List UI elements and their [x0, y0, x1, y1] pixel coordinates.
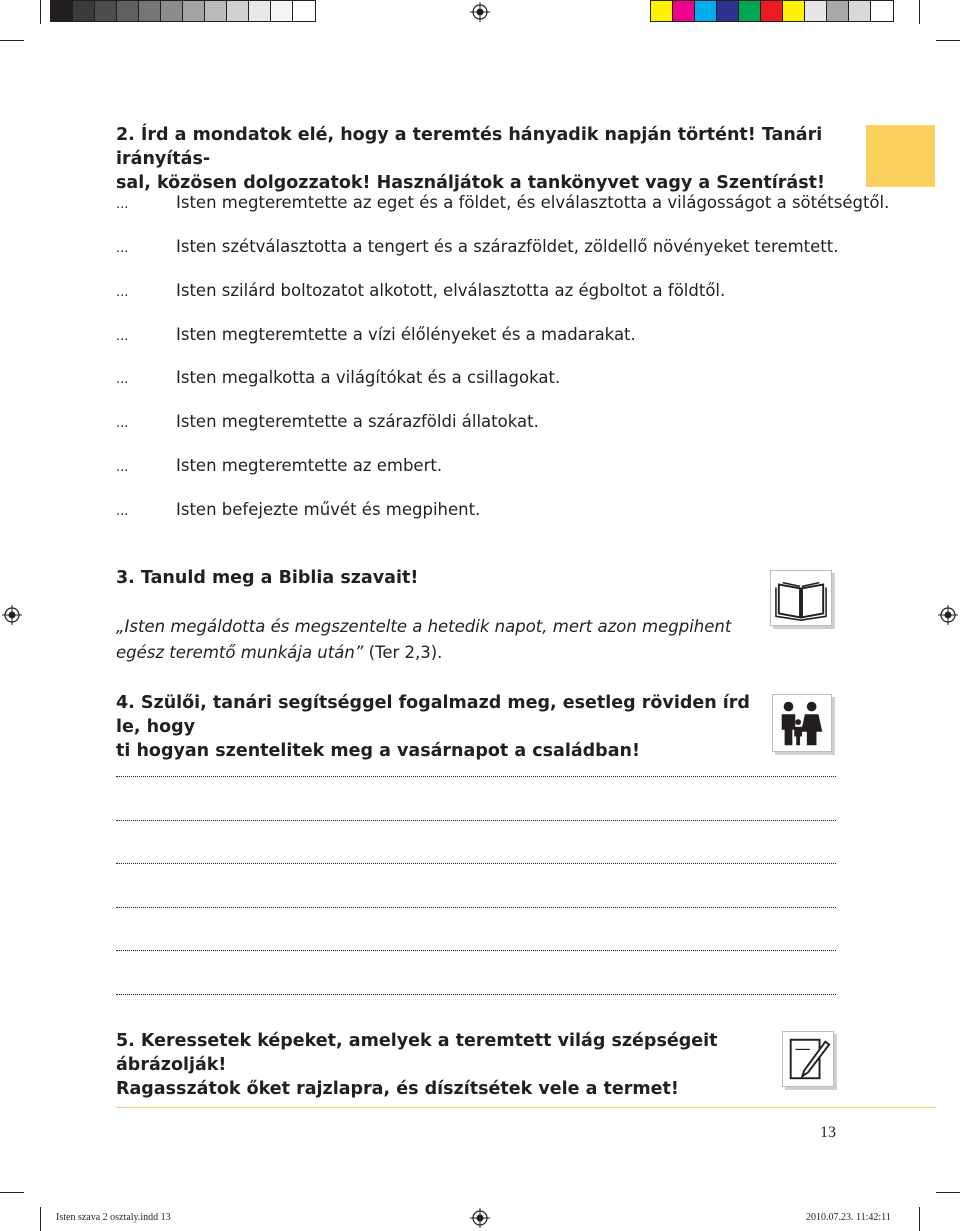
footer-divider [116, 1107, 936, 1108]
task5-heading [116, 1029, 776, 1101]
answer-blank[interactable]: ... [116, 285, 129, 300]
calibration-swatch [739, 1, 761, 21]
task5-heading-line1: 5. Keressetek képeket, amelyek a teremtett világ szépségeit ábrázolják! [116, 1031, 718, 1075]
calibration-swatch [695, 1, 717, 21]
calibration-swatch [117, 1, 139, 21]
task2-item-text: Isten megteremtette az embert. [176, 456, 443, 475]
task2-item [116, 281, 725, 303]
calibration-swatch [95, 1, 117, 21]
task2-item [116, 456, 442, 478]
registration-mark-bottom-icon [470, 1208, 490, 1228]
task4-heading-line2: ti hogyan szentelitek meg a vasárnapot a családban! [116, 741, 640, 761]
crop-mark [919, 1207, 920, 1231]
calibration-swatch [761, 1, 783, 21]
registration-mark-left-icon [2, 605, 22, 625]
task4-heading-line1: 4. Szülői, tanári segítséggel fogalmazd meg, esetleg röviden írd le, hogy [116, 693, 750, 737]
calibration-swatch [783, 1, 805, 21]
calibration-swatch [205, 1, 227, 21]
task2-item [116, 368, 560, 390]
task2-heading [116, 123, 856, 195]
family-icon [772, 694, 832, 752]
calibration-swatch [827, 1, 849, 21]
answer-blank[interactable]: ... [116, 241, 129, 256]
task4-heading [116, 691, 776, 763]
footer-timestamp: 2010.07.23. 11:42:11 [806, 1212, 891, 1223]
answer-line[interactable] [116, 863, 836, 864]
registration-mark-right-icon [938, 605, 958, 625]
crop-mark [0, 1192, 24, 1193]
answer-blank[interactable]: ... [116, 197, 129, 212]
calibration-swatch [717, 1, 739, 21]
calibration-swatch [183, 1, 205, 21]
page-number: 13 [820, 1124, 836, 1141]
calibration-swatch [651, 1, 673, 21]
bible-quote-text: „Isten megáldotta és megszentelte a hetedik napot, mert azon megpihent egész teremtő munkája után” [116, 617, 732, 662]
task2-item-text: Isten befejezte művét és megpihent. [176, 500, 481, 519]
calibration-swatch [805, 1, 827, 21]
calibration-swatch [161, 1, 183, 21]
task2-item-text: Isten megteremtette az eget és a földet, és elválasztotta a világosságot a sötétségtől. [176, 193, 890, 212]
answer-line[interactable] [116, 994, 836, 995]
task2-item [116, 193, 889, 215]
answer-line[interactable] [116, 776, 836, 777]
task5-heading-line2: Ragasszátok őket rajzlapra, és díszítsétek vele a termet! [116, 1079, 679, 1099]
crop-mark [919, 0, 920, 24]
crop-mark [40, 1207, 41, 1231]
calibration-swatch [849, 1, 871, 21]
task2-item-text: Isten megteremtette a vízi élőlényeket és a madarakat. [176, 325, 636, 344]
bible-quote [116, 614, 766, 666]
accent-block [866, 125, 935, 187]
crop-mark [936, 40, 960, 41]
calibration-swatch [673, 1, 695, 21]
calibration-swatch [139, 1, 161, 21]
crop-mark [0, 40, 24, 41]
calibration-swatch [73, 1, 95, 21]
answer-blank[interactable]: ... [116, 504, 129, 519]
task3-heading: 3. Tanuld meg a Biblia szavait! [116, 568, 419, 588]
crop-mark [936, 1192, 960, 1193]
task2-item-text: Isten szilárd boltozatot alkotott, elválasztotta az égboltot a földtől. [176, 281, 726, 300]
calibration-swatch [249, 1, 271, 21]
calibration-swatch [293, 1, 315, 21]
answer-line[interactable] [116, 907, 836, 908]
calibration-swatch [271, 1, 293, 21]
open-book-icon [770, 570, 832, 626]
grayscale-calibration-bar [50, 0, 316, 22]
calibration-swatch [51, 1, 73, 21]
answer-blank[interactable]: ... [116, 329, 129, 344]
task2-heading-line1: 2. Írd a mondatok elé, hogy a teremtés hányadik napján történt! Tanári irányítás- [116, 125, 823, 169]
answer-line[interactable] [116, 820, 836, 821]
task2-item-text: Isten megteremtette a szárazföldi állatokat. [176, 412, 539, 431]
answer-blank[interactable]: ... [116, 460, 129, 475]
answer-line[interactable] [116, 950, 836, 951]
task2-item [116, 237, 838, 259]
footer-filename: Isten szava 2 osztaly.indd 13 [56, 1212, 171, 1223]
task2-heading-line2: sal, közösen dolgozzatok! Használjátok a tankönyvet vagy a Szentírást! [116, 173, 825, 193]
bible-quote-reference: (Ter 2,3). [363, 643, 443, 662]
answer-blank[interactable]: ... [116, 372, 129, 387]
task2-item [116, 412, 539, 434]
calibration-swatch [871, 1, 893, 21]
answer-blank[interactable]: ... [116, 416, 129, 431]
task2-item-text: Isten megalkotta a világítókat és a csillagokat. [176, 368, 561, 387]
registration-mark-top-icon [470, 2, 490, 22]
task2-item-text: Isten szétválasztotta a tengert és a szárazföldet, zöldellő növényeket teremtett. [176, 237, 839, 256]
pencil-paper-icon [782, 1031, 834, 1087]
calibration-swatch [227, 1, 249, 21]
task2-item [116, 325, 636, 347]
task2-item [116, 500, 480, 522]
color-calibration-bar [650, 0, 894, 22]
crop-mark [40, 0, 41, 24]
